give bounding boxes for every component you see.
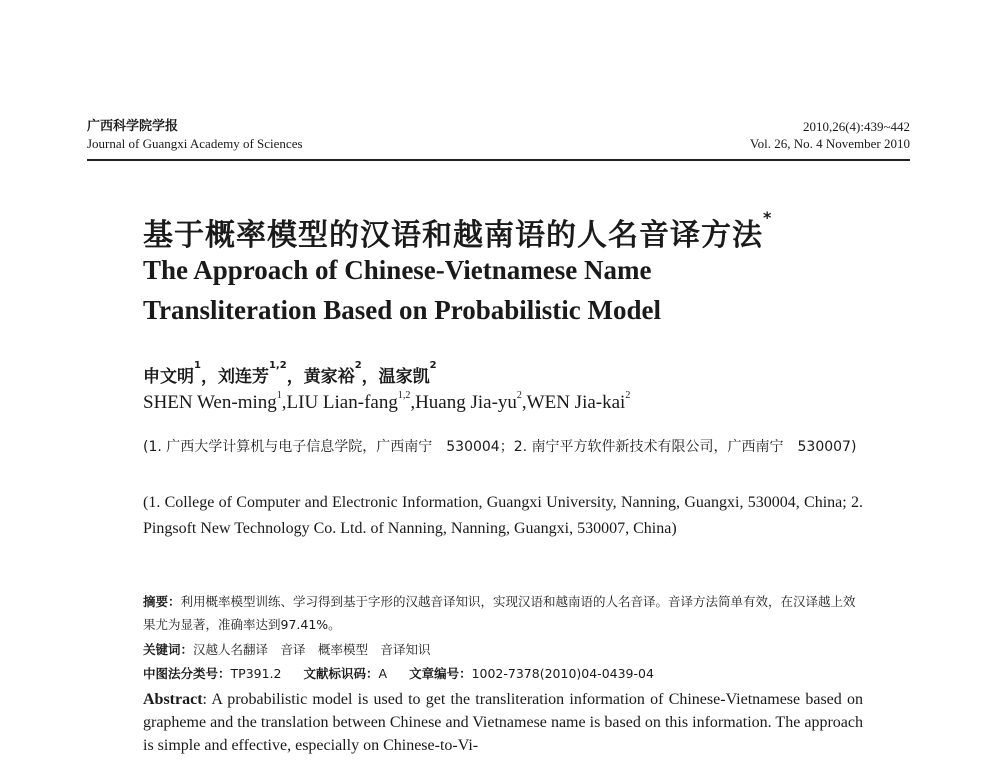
cn-author-separator: ，	[200, 367, 218, 387]
abstract-en-label: Abstract	[143, 691, 203, 708]
journal-name-en: Journal of Guangxi Academy of Sciences	[87, 136, 303, 151]
title-en-line-2: Transliteration Based on Probabilistic Model	[143, 295, 662, 325]
en-author-separator: ,	[521, 392, 527, 413]
cn-author-affiliation-mark: 2	[429, 360, 437, 371]
cn-author-affiliation-mark: 2	[354, 360, 362, 371]
keywords-label: 关键词：	[143, 642, 194, 657]
keywords-text: 汉越人名翻译 音译 概率模型 音译知识	[193, 642, 431, 657]
cn-author-name: 申文明	[143, 367, 194, 387]
abstract-en	[143, 688, 863, 757]
cn-author-name: 黄家裕	[303, 367, 355, 387]
title-en	[143, 250, 661, 330]
authors-cn	[143, 362, 437, 387]
doc-code-label: 文献标识码：	[303, 666, 379, 681]
article-no-label: 文章编号：	[409, 666, 472, 681]
abstract-cn-label: 摘要：	[143, 594, 181, 609]
classification-line	[143, 664, 654, 682]
abstract-en-text: : A probabilistic model is used to get the transliteration information of Chinese-Vietnamese based on grapheme and the translation between Chinese and Vietnamese name is based on this information. The approach is simple and effective, especially on Chinese-to-Vi-	[143, 691, 863, 754]
en-author-affiliation-mark: 1	[276, 390, 282, 401]
running-header-right	[750, 118, 910, 152]
affiliation-en: (1. College of Computer and Electronic Information, Guangxi University, Nanning, Guangxi, 530004, China; 2. Pingsoft New Technology Co. Ltd. of Nanning, Nanning, Guangxi, 530007, China)	[143, 494, 863, 537]
citation-info: 2010,26(4):439~442	[802, 119, 910, 134]
cn-author-affiliation-mark: 1,2	[268, 360, 287, 371]
en-author-separator: ,	[281, 392, 287, 413]
journal-name-cn: 广西科学院学报	[87, 119, 179, 134]
en-author-name: Huang Jia-yu	[415, 392, 517, 413]
header-rule	[87, 159, 910, 161]
clc-label: 中图法分类号：	[143, 666, 231, 681]
cn-author-affiliation-mark: 1	[194, 360, 201, 371]
en-author-name: WEN Jia-kai	[526, 392, 626, 413]
cn-author-name: 刘连芳	[217, 367, 269, 387]
title-en-line-1: The Approach of Chinese-Vietnamese Name	[143, 255, 652, 285]
cn-author-separator: ，	[361, 367, 379, 387]
abstract-cn	[143, 590, 863, 636]
en-author-name: SHEN Wen-ming	[143, 392, 277, 413]
cn-author-separator: ，	[286, 367, 304, 387]
title-cn	[143, 210, 772, 254]
authors-en	[143, 392, 630, 414]
abstract-cn-text: 利用概率模型训练、学习得到基于字形的汉越音译知识，实现汉语和越南语的人名音译。音译方法简单有效，在汉译越上效果尤为显著，准确率达到97.41%。	[143, 594, 856, 632]
title-cn-text: 基于概率模型的汉语和越南语的人名音译方法	[143, 218, 763, 253]
cn-author-name: 温家凯	[378, 367, 430, 387]
article-no-value: 1002-7378(2010)04-0439-04	[471, 666, 654, 681]
running-header-left	[87, 118, 303, 152]
en-author-name: LIU Lian-fang	[286, 392, 398, 413]
en-author-affiliation-mark: 1,2	[397, 390, 411, 401]
en-author-affiliation-mark: 2	[625, 390, 631, 401]
clc-value: TP391.2	[230, 666, 282, 681]
keywords-cn	[143, 640, 431, 658]
affiliation-cn: (1. 广西大学计算机与电子信息学院，广西南宁 530004；2. 南宁平方软件新技术有限公司，广西南宁 530007)	[143, 439, 857, 455]
doc-code-value: A	[378, 666, 388, 681]
title-footnote-mark: *	[763, 208, 773, 227]
volume-info: Vol. 26, No. 4 November 2010	[749, 136, 910, 151]
en-author-separator: ,	[410, 392, 416, 413]
en-author-affiliation-mark: 2	[516, 390, 522, 401]
